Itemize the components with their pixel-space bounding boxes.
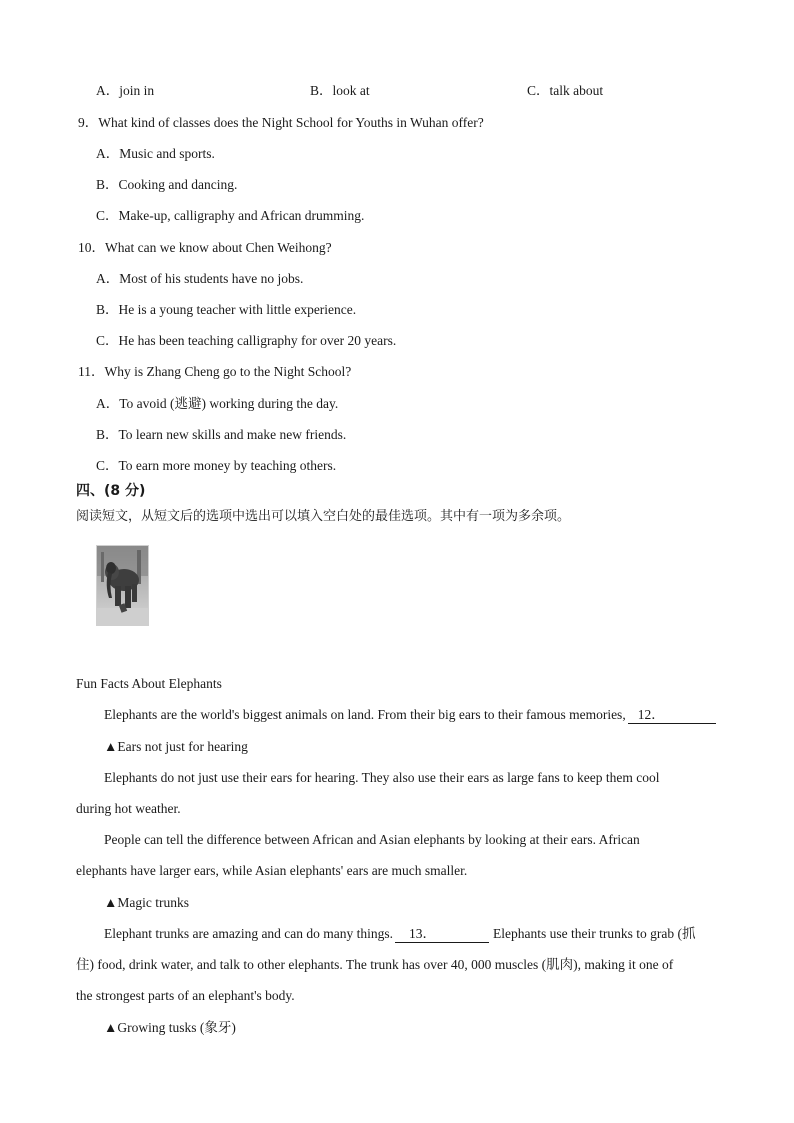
heading-trunks: ▲Magic trunks bbox=[104, 895, 189, 910]
q9-option-b[interactable]: B．Cooking and dancing. bbox=[96, 177, 238, 192]
heading-ears: ▲Ears not just for hearing bbox=[104, 739, 248, 754]
passage-paragraph-4-line-3: the strongest parts of an elephant's body. bbox=[76, 988, 295, 1003]
passage-paragraph-2-line-1: Elephants do not just use their ears for hearing. They also use their ears as large fans to keep them cool bbox=[104, 770, 660, 785]
q11-option-a[interactable]: A．To avoid (逃避) working during the day. bbox=[96, 396, 339, 411]
q10-option-b[interactable]: B．He is a young teacher with little experience. bbox=[96, 302, 357, 317]
q10-option-c[interactable]: C．He has been teaching calligraphy for over 20 years. bbox=[96, 333, 397, 348]
q8-option-c[interactable]: C．talk about bbox=[527, 83, 604, 98]
passage-paragraph-3-line-2: elephants have larger ears, while Asian elephants' ears are much smaller. bbox=[76, 863, 468, 878]
q8-option-b[interactable]: B．look at bbox=[310, 83, 370, 98]
q11-option-b[interactable]: B．To learn new skills and make new friends. bbox=[96, 427, 347, 442]
paragraph-4-text-before: Elephant trunks are amazing and can do many things. bbox=[104, 926, 394, 941]
section-instruction: 阅读短文，从短文后的选项中选出可以填入空白处的最佳选项。其中有一项为多余项。 bbox=[76, 509, 571, 524]
paragraph-4-text-after: Elephants use their trunks to grab (抓 bbox=[493, 926, 696, 941]
heading-tusks: ▲Growing tusks (象牙) bbox=[104, 1020, 236, 1035]
q8-option-a[interactable]: A．join in bbox=[96, 83, 155, 98]
q10-question: 10．What can we know about Chen Weihong? bbox=[78, 240, 332, 255]
q11-option-c[interactable]: C．To earn more money by teaching others. bbox=[96, 458, 337, 473]
q9-option-c[interactable]: C．Make-up, calligraphy and African drumming. bbox=[96, 208, 365, 223]
passage-paragraph-2-line-2: during hot weather. bbox=[76, 801, 181, 816]
q11-question: 11．Why is Zhang Cheng go to the Night School? bbox=[78, 364, 352, 379]
elephant-photo bbox=[96, 545, 149, 626]
blank-13[interactable] bbox=[395, 926, 489, 943]
blank-13-number: 13． bbox=[409, 926, 437, 941]
passage-paragraph-4-line-2: 住) food, drink water, and talk to other elephants. The trunk has over 40, 000 muscles (肌肉), making it one of bbox=[76, 957, 674, 972]
q9-question: 9．What kind of classes does the Night School for Youths in Wuhan offer? bbox=[78, 115, 484, 130]
passage-title: Fun Facts About Elephants bbox=[76, 676, 222, 691]
q10-option-a[interactable]: A．Most of his students have no jobs. bbox=[96, 271, 304, 286]
q8-options bbox=[96, 82, 656, 100]
section-title: 四、(8 分) bbox=[76, 483, 146, 499]
q9-option-a[interactable]: A．Music and sports. bbox=[96, 146, 215, 161]
passage-paragraph-4-line-1 bbox=[104, 925, 696, 943]
blank-12-number: 12． bbox=[637, 707, 665, 722]
passage-paragraph-3-line-1: People can tell the difference between African and Asian elephants by looking at their ears. African bbox=[104, 832, 640, 847]
paragraph-1-text: Elephants are the world's biggest animals on land. From their big ears to their famous memories, bbox=[104, 707, 626, 722]
passage-paragraph-1 bbox=[104, 706, 716, 724]
blank-12[interactable] bbox=[628, 707, 716, 724]
